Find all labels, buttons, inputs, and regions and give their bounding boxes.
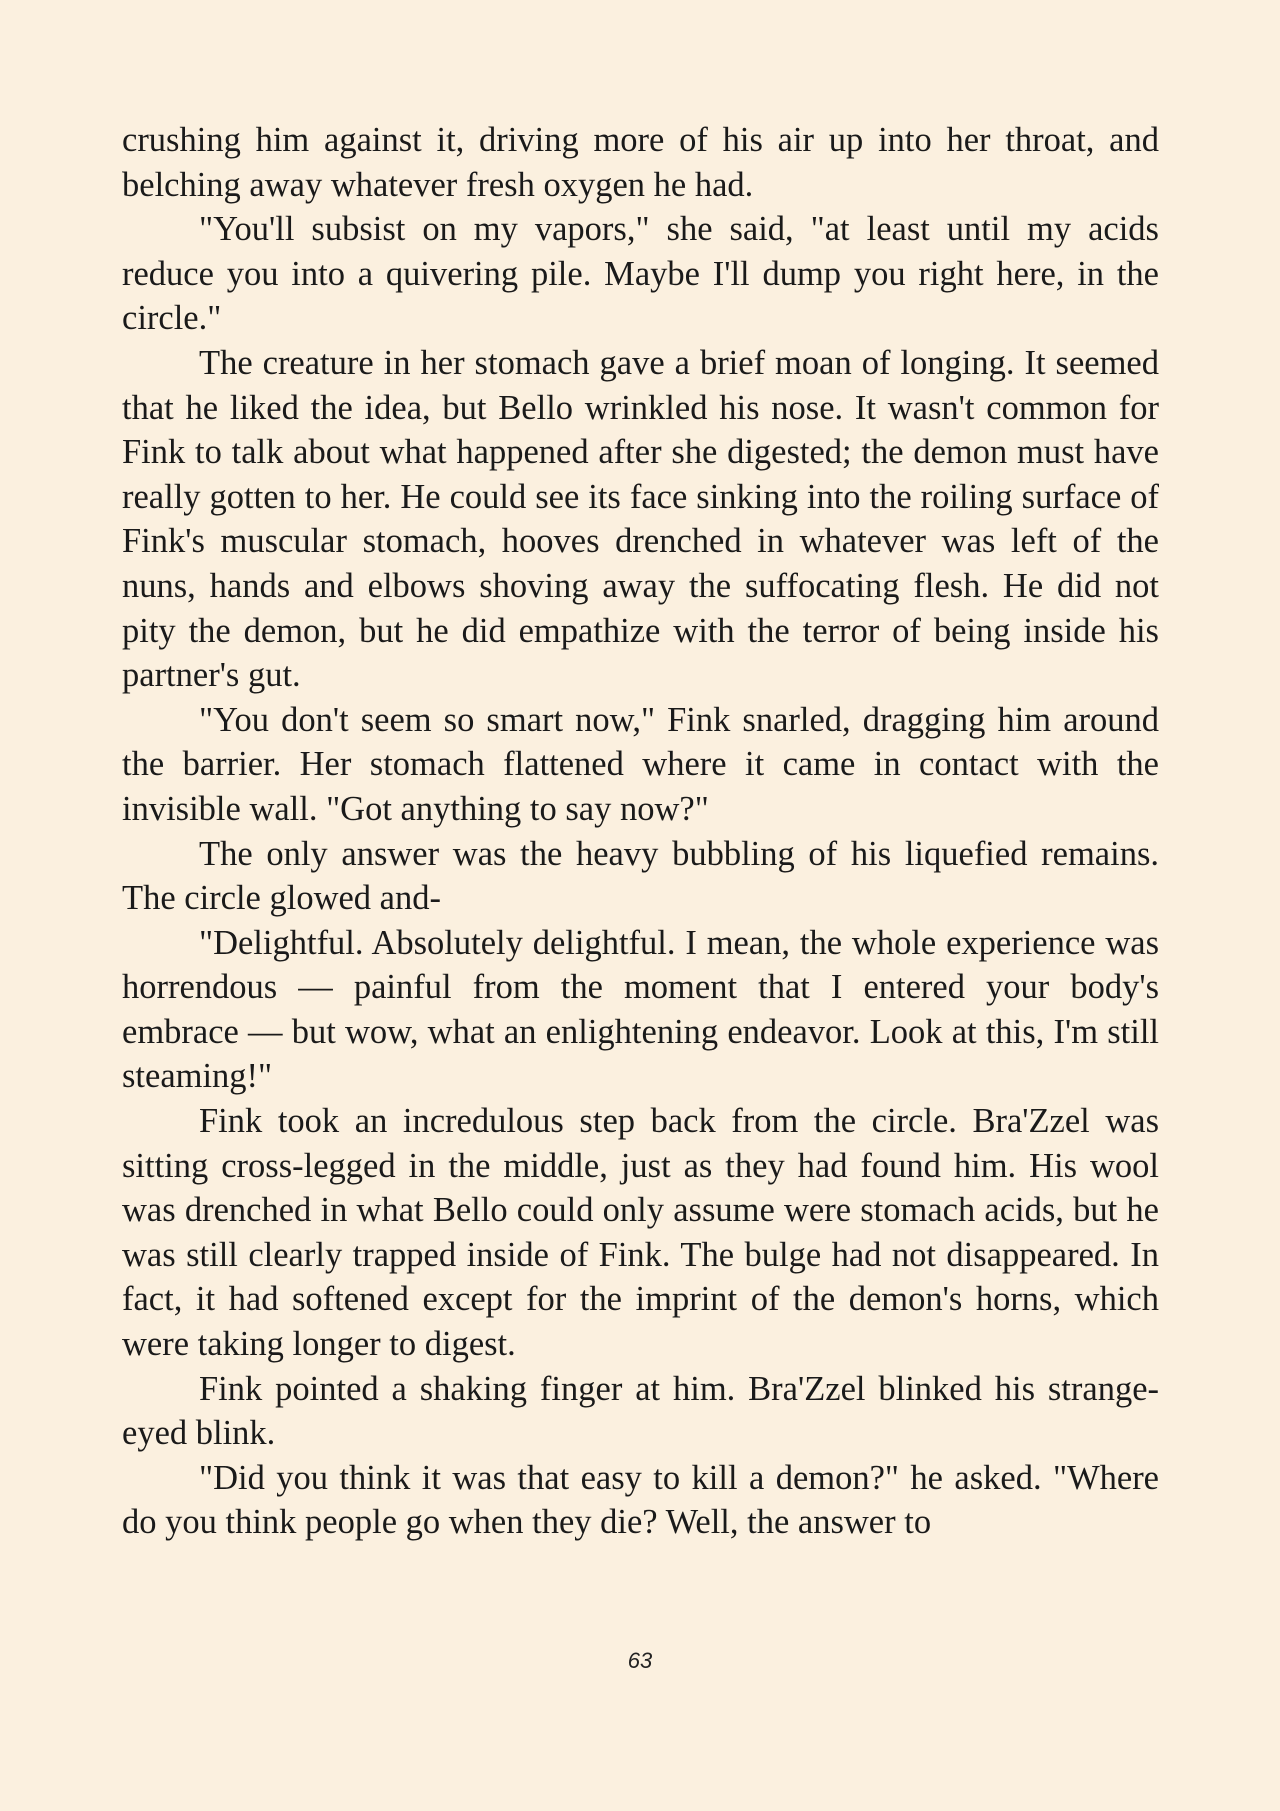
- paragraph-6: "Delightful. Absolutely delightful. I mean, the whole experience was horrendous — painful from the moment that I entered your body's embrace — but wow, what an enlightening endeavor. Look at this, I'm still steaming!": [122, 923, 1159, 1096]
- paragraph-3: The creature in her stomach gave a brief moan of longing. It seemed that he liked the idea, but Bello wrinkled his nose. It wasn't common for Fink to talk about what happened after she digested; the demon must have really gotten to her. He could see its face sinking into the roiling surface of Fink's muscular stomach, hooves drenched in whatever was left of the nuns, hands and elbows shoving away the suffocating flesh. He did not pity the demon, but he did empathize with the terror of being inside his partner's gut.: [122, 343, 1159, 695]
- paragraph-4: "You don't seem so smart now," Fink snarled, dragging him around the barrier. Her stomach flattened where it came in contact with the invisible wall. "Got anything to say now?": [122, 700, 1159, 828]
- page-number: 63: [627, 1648, 653, 1673]
- paragraph-1: crushing him against it, driving more of his air up into her throat, and belching away whatever fresh oxygen he had.: [122, 121, 1159, 204]
- paragraph-9: "Did you think it was that easy to kill a demon?" he asked. "Where do you think people go when they die? Well, the answer to: [122, 1458, 1159, 1542]
- paragraph-7: Fink took an incredulous step back from the circle. Bra'Zzel was sitting cross-legged in the middle, just as they had found him. His wool was drenched in what Bello could only assume were stomach acids, but he was still clearly trapped inside of Fink. The bulge had not disappeared. In fact, it had softened except for the imprint of the demon's horns, which were taking longer to digest.: [122, 1102, 1159, 1364]
- paragraph-2: "You'll subsist on my vapors," she said, "at least until my acids reduce you into a quivering pile. Maybe I'll dump you right here, in the circle.": [122, 210, 1159, 338]
- paragraph-5: The only answer was the heavy bubbling of his liquefied remains. The circle glowed and-: [122, 834, 1159, 918]
- body-text: [122, 118, 1159, 1545]
- paragraph-8: Fink pointed a shaking finger at him. Bra'Zzel blinked his strange-eyed blink.: [122, 1369, 1159, 1453]
